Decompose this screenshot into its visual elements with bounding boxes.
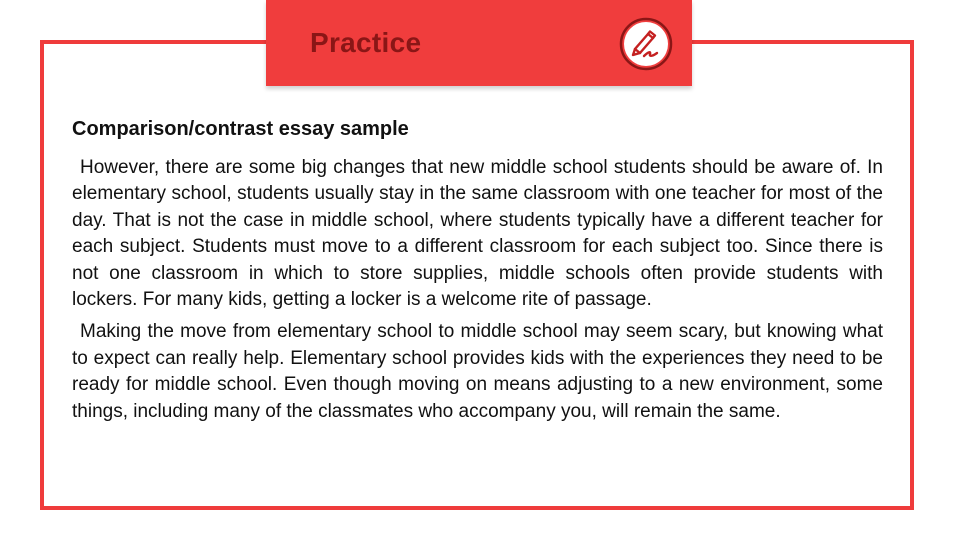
pen-signature-icon [618, 16, 674, 72]
essay-title: Comparison/contrast essay sample [72, 118, 409, 140]
essay-paragraph-2: Making the move from elementary school to middle school may seem scary, but knowing what to expect can really help. Elementary school provides kids with the experiences they need to be ready for middle school. Even though moving on means adjusting to a new environment, some things, including many of the classmates who accompany you, will remain the same. [72, 321, 883, 422]
page-title: Practice [310, 27, 422, 58]
essay-content [72, 115, 883, 425]
essay-paragraph-1: However, there are some big changes that new middle school students should be aware of. In elementary school, students usually stay in the same classroom with one teacher for most of the day. That is not the case in middle school, where students typically have a different teacher for each subject. Students must move to a different classroom for each subject too. Since there is not one classroom in which to store supplies, middle schools often provide students with lockers. For many kids, getting a locker is a welcome rite of passage. [72, 157, 883, 311]
header-banner [266, 0, 692, 86]
